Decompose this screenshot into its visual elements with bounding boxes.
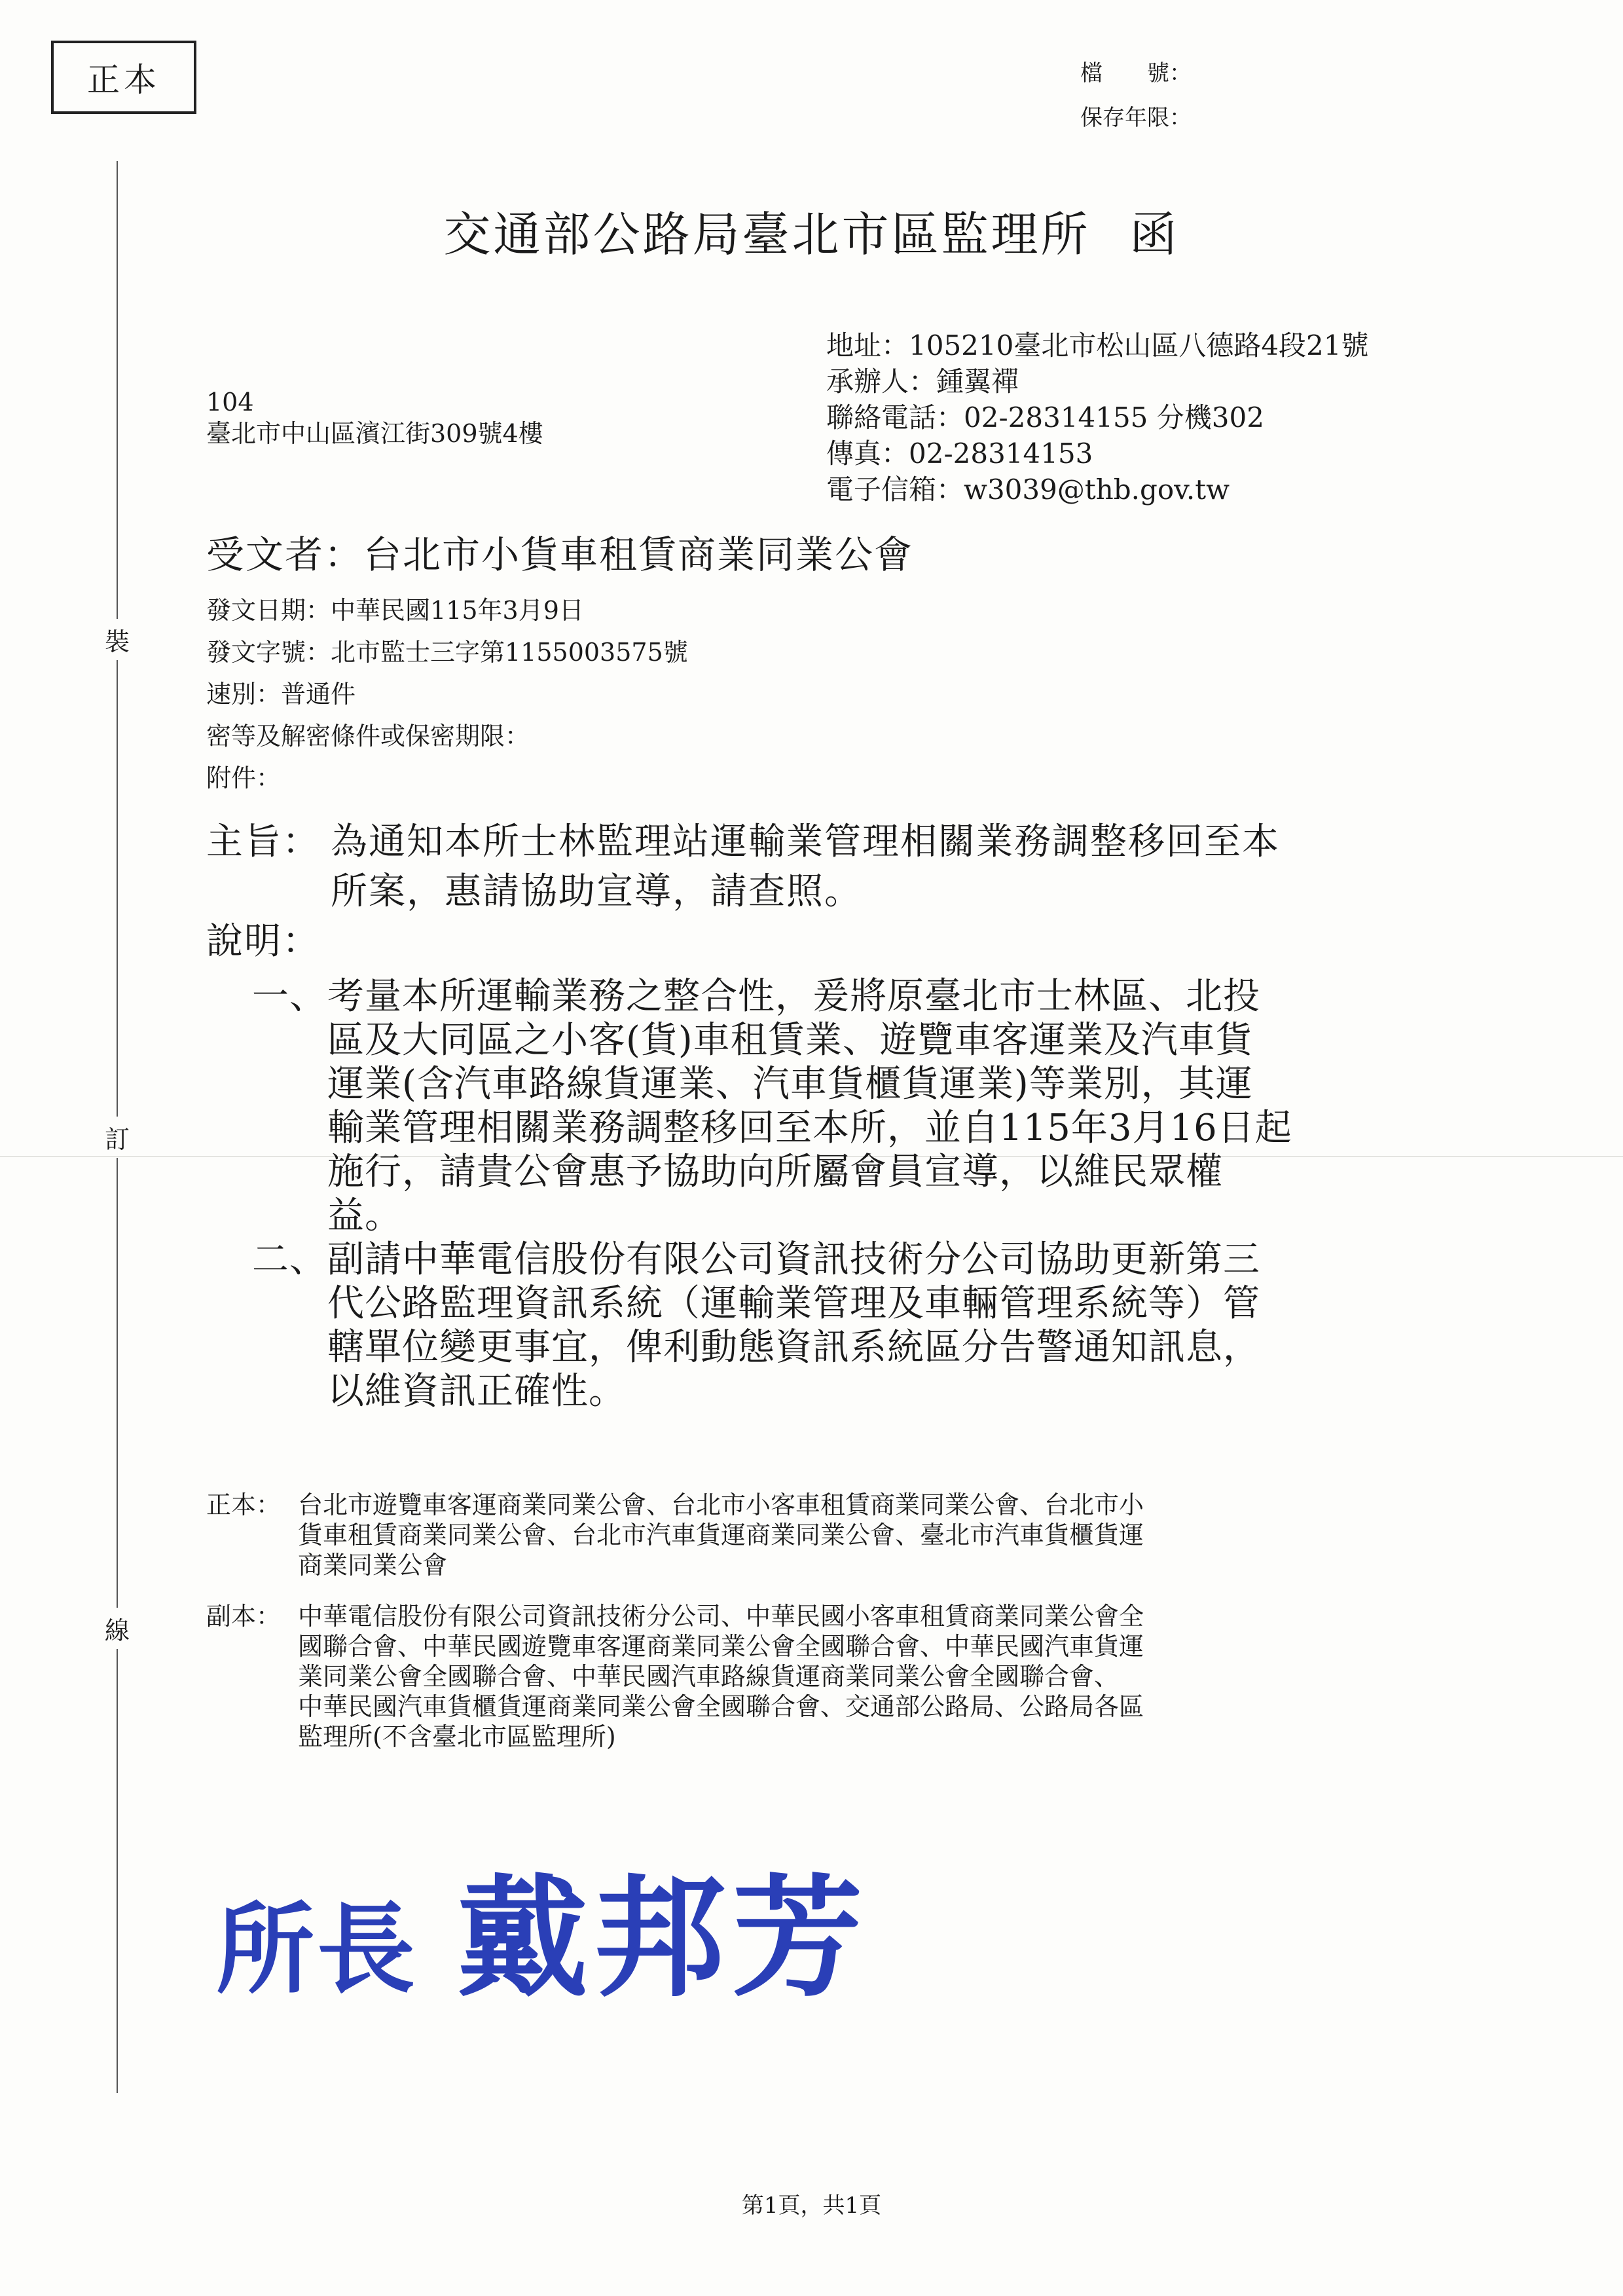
sender-address: 地址：105210臺北市松山區八德路4段21號 <box>826 329 1369 361</box>
item-2-line: 以維資訊正確性。 <box>327 1370 626 1413</box>
carbon-copy-line: 中華電信股份有限公司資訊技術分公司、中華民國小客車租賃商業同業公會全 <box>298 1602 1144 1631</box>
delivery-speed: 速別：普通件 <box>206 680 356 709</box>
retention-period-label: 保存年限： <box>1080 105 1192 131</box>
file-number-label: 檔 號： <box>1080 60 1192 86</box>
sender-info <box>826 327 1369 508</box>
binding-mark-ding: 訂 <box>105 1117 130 1158</box>
subject-label: 主旨： <box>206 821 320 863</box>
item-1-line: 輸業管理相關業務調整移回至本所，並自115年3月16日起 <box>327 1107 1292 1149</box>
receiver-postcode: 104 <box>206 388 254 417</box>
item-2-line: 副請中華電信股份有限公司資訊技術分公司協助更新第三 <box>327 1238 1260 1281</box>
item-2-number: 二、 <box>252 1238 327 1281</box>
original-copy-badge: 正本 <box>51 41 196 114</box>
signature-name: 戴邦芳 <box>457 1861 870 2015</box>
original-distribution-line: 貨車租賃商業同業公會、台北市汽車貨運商業同業公會、臺北市汽車貨櫃貨運 <box>298 1521 1144 1549</box>
item-1-body <box>327 974 1292 1238</box>
item-1-line: 區及大同區之小客(貨)車租賃業、遊覽車客運業及汽車貨 <box>327 1019 1253 1062</box>
director-signature-stamp <box>216 1834 869 2022</box>
original-distribution-line: 商業同業公會 <box>298 1551 448 1580</box>
carbon-copy-list <box>298 1601 1144 1752</box>
document-type: 函 <box>1129 207 1180 262</box>
item-1-line: 施行，請貴公會惠予協助向所屬會員宣導，以維民眾權 <box>327 1151 1223 1193</box>
receiver-address-block <box>206 386 543 449</box>
item-1-number: 一、 <box>252 975 327 1018</box>
subject-line-2: 所案，惠請協助宣導，請查照。 <box>331 870 862 913</box>
item-1-line: 運業(含汽車路線貨運業、汽車貨櫃貨運業)等業別，其運 <box>327 1063 1253 1105</box>
page-number: 第1頁，共1頁 <box>741 2193 882 2219</box>
original-distribution-label: 正本： <box>206 1491 282 1519</box>
item-2-body <box>327 1238 1260 1413</box>
item-2-line: 代公路監理資訊系統（運輸業管理及車輛管理系統等）管 <box>327 1282 1260 1325</box>
issue-date: 發文日期：中華民國115年3月9日 <box>206 596 584 625</box>
recipient: 受文者：台北市小貨車租賃商業同業公會 <box>206 532 914 577</box>
binding-mark-xian: 線 <box>105 1608 130 1649</box>
attachment: 附件： <box>206 764 282 792</box>
item-2-line: 轄單位變更事宜，俾利動態資訊系統區分告警通知訊息， <box>327 1326 1260 1369</box>
signature-title: 所長 <box>216 1892 418 2007</box>
sender-email: 電子信箱：w3039@thb.gov.tw <box>826 473 1230 506</box>
carbon-copy-line: 監理所(不含臺北市區監理所) <box>298 1722 616 1751</box>
issuing-agency: 交通部公路局臺北市區監理所 <box>443 207 1091 262</box>
carbon-copy-label: 副本： <box>206 1602 282 1631</box>
sender-fax: 傳真：02-28314153 <box>826 437 1093 470</box>
secrecy-level: 密等及解密條件或保密期限： <box>206 722 530 750</box>
item-1-line: 考量本所運輸業務之整合性，爰將原臺北市士林區、北投 <box>327 975 1260 1018</box>
document-number: 發文字號：北市監士三字第1155003575號 <box>206 638 688 667</box>
explanation-label: 說明： <box>206 920 320 963</box>
carbon-copy-line: 國聯合會、中華民國遊覽車客運商業同業公會全國聯合會、中華民國汽車貨運 <box>298 1632 1144 1661</box>
receiver-address: 臺北市中山區濱江街309號4樓 <box>206 419 543 448</box>
binding-mark-zhuang: 裝 <box>105 619 130 660</box>
original-distribution-list <box>298 1490 1144 1580</box>
document-title <box>0 196 1623 265</box>
subject-line-1: 為通知本所士林監理站運輸業管理相關業務調整移回至本 <box>331 821 1280 863</box>
item-1-line: 益。 <box>327 1194 402 1237</box>
sender-phone: 聯絡電話：02-28314155 分機302 <box>826 401 1264 434</box>
document-meta <box>206 589 688 799</box>
sender-contact: 承辦人：鍾翼禪 <box>826 365 1019 398</box>
carbon-copy-line: 業同業公會全國聯合會、中華民國汽車路線貨運商業同業公會全國聯合會、 <box>298 1662 1120 1691</box>
original-distribution-line: 台北市遊覽車客運商業同業公會、台北市小客車租賃商業同業公會、台北市小 <box>298 1491 1144 1519</box>
carbon-copy-line: 中華民國汽車貨櫃貨運商業同業公會全國聯合會、交通部公路局、公路局各區 <box>298 1692 1144 1721</box>
